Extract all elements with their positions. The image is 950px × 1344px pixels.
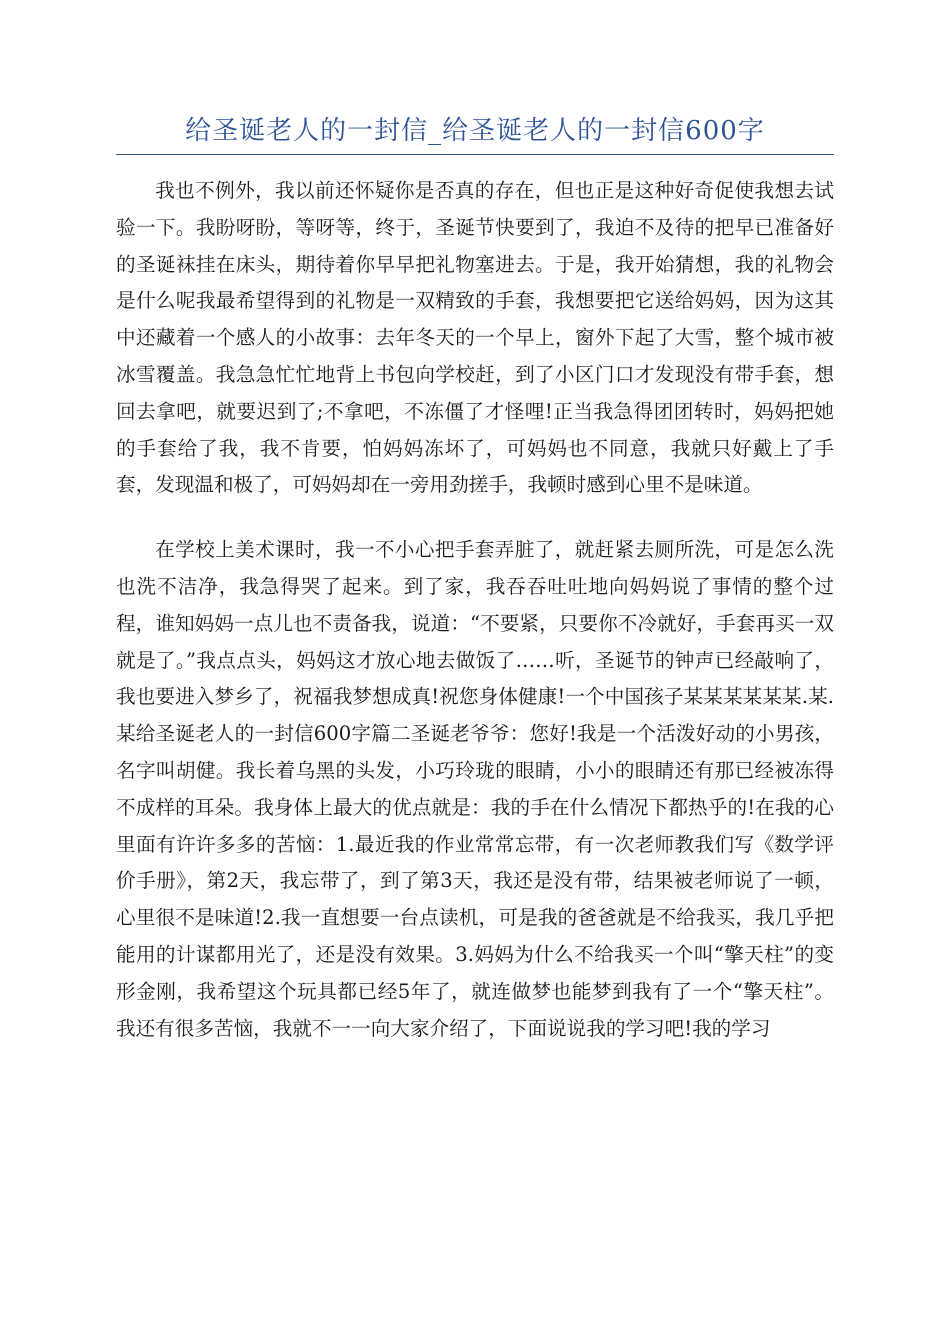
page-title: 给圣诞老人的一封信_给圣诞老人的一封信600字 (185, 116, 765, 146)
paragraph-2: 在学校上美术课时，我一不小心把手套弄脏了，就赶紧去厕所洗，可是怎么洗也洗不洁净，我急得哭了起来。到了家，我吞吞吐吐地向妈妈说了事情的整个过程，谁知妈妈一点儿也不责备我，说道：“不要紧，只要你不冷就好，手套再买一双就是了。”我点点头，妈妈这才放心地去做饭了……听，圣诞节的钟声已经敲响了，我也要进入梦乡了，祝福我梦想成真!祝您身体健康!一个中国孩子某某某某某某.某.某给圣诞老人的一封信600字篇二圣诞老爷爷：您好!我是一个活泼好动的小男孩，名字叫胡健。我长着乌黑的头发，小巧玲珑的眼睛，小小的眼睛还有那已经被冻得不成样的耳朵。我身体上最大的优点就是：我的手在什么情况下都热乎的!在我的心里面有许许多多的苦恼：1.最近我的作业常常忘带，有一次老师教我们写《数学评价手册》，第2天，我忘带了，到了第3天，我还是没有带，结果被老师说了一顿，心里很不是味道!2.我一直想要一台点读机，可是我的爸爸就是不给我买，我几乎把能用的计谋都用光了，还是没有效果。3.妈妈为什么不给我买一个叫“擎天柱”的变形金刚，我希望这个玩具都已经5年了，就连做梦也能梦到我有了一个“擎天柱”。我还有很多苦恼，我就不一一向大家介绍了，下面说说我的学习吧!我的学习 (116, 538, 834, 1040)
document-body (116, 173, 834, 1047)
paragraph-1: 我也不例外，我以前还怀疑你是否真的存在，但也正是这种好奇促使我想去试验一下。我盼呀盼，等呀等，终于，圣诞节快要到了，我迫不及待的把早已准备好的圣诞袜挂在床头，期待着你早早把礼物塞进去。于是，我开始猜想，我的礼物会是什么呢我最希望得到的礼物是一双精致的手套，我想要把它送给妈妈，因为这其中还藏着一个感人的小故事：去年冬天的一个早上，窗外下起了大雪，整个城市被冰雪覆盖。我急急忙忙地背上书包向学校赶，到了小区门口才发现没有带手套，想回去拿吧，就要迟到了;不拿吧，不冻僵了才怪哩!正当我急得团团转时，妈妈把她的手套给了我，我不肯要，怕妈妈冻坏了，可妈妈也不同意，我就只好戴上了手套，发现温和极了，可妈妈却在一旁用劲搓手，我顿时感到心里不是味道。 (116, 179, 834, 497)
title-block (116, 112, 834, 155)
